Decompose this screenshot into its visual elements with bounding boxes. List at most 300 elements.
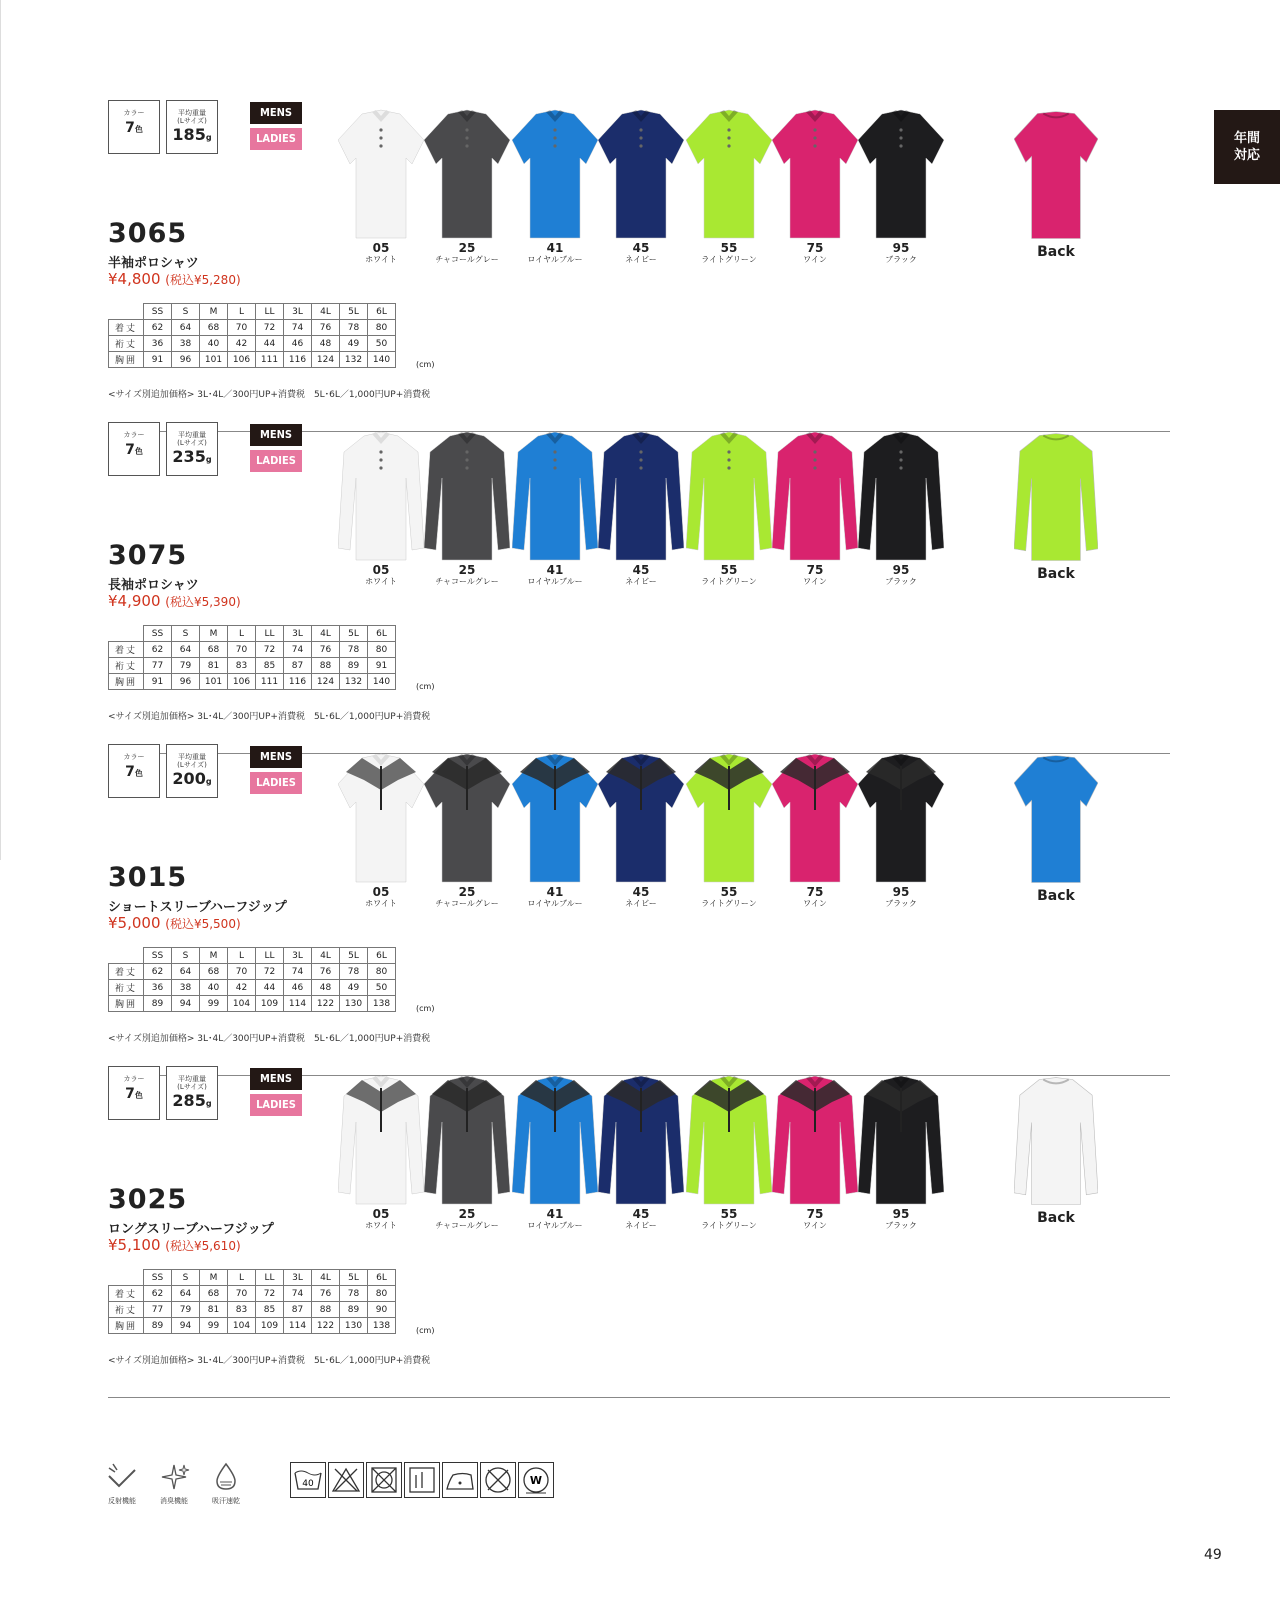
shirt-image-05 [338,106,416,244]
size-cell: 36 [144,980,172,996]
color-code: 41 [546,885,564,899]
back-label: Back [1037,1210,1075,1226]
color-name: ネイビー [625,1221,657,1230]
color-name: ライトグリーン [701,899,757,908]
shirt-image-75 [772,428,850,566]
size-cell: 96 [172,674,200,690]
size-cell: 81 [200,658,228,674]
shirt-image-41 [512,750,590,888]
size-table-corner [109,626,144,642]
size-cell: 76 [312,642,340,658]
size-cell: 109 [256,996,284,1012]
color-count-value: 7色 [125,1086,143,1102]
size-table-corner [109,1270,144,1286]
size-cell: 114 [284,996,312,1012]
ladies-badge: LADIES [250,1094,302,1116]
mens-badge: MENS [250,424,302,446]
size-cell: 101 [200,674,228,690]
color-label-75 [775,1208,855,1230]
color-label-55 [689,242,769,264]
size-header: 4L [312,1270,340,1286]
size-cell: 74 [284,964,312,980]
line-dry-icon [404,1462,440,1498]
back-view-image [1014,750,1098,890]
color-count-label: カラー [123,431,145,439]
size-header: 3L [284,948,312,964]
product-price: ¥4,900 (税込¥5,390) [108,592,241,610]
color-label-25 [427,564,507,586]
size-cell: 74 [284,320,312,336]
color-code: 45 [632,885,650,899]
size-cell: 70 [228,320,256,336]
size-cell: 79 [172,1302,200,1318]
size-cell: 50 [368,980,396,996]
size-cell: 72 [256,320,284,336]
size-cell: 83 [228,658,256,674]
color-name: ブラック [885,255,917,264]
color-count-value: 7色 [125,442,143,458]
size-cell: 124 [312,674,340,690]
size-cell: 78 [340,320,368,336]
size-cell: 38 [172,336,200,352]
size-row-label: 着丈 [109,1286,144,1302]
size-header: SS [144,948,172,964]
size-row-label: 着丈 [109,320,144,336]
color-name: ブラック [885,899,917,908]
color-code: 25 [458,241,476,255]
shirt-image-55 [686,106,764,244]
color-label-41 [515,242,595,264]
size-row [109,1302,396,1318]
color-count-label: カラー [123,753,145,761]
product-code: 3065 [108,218,188,249]
size-cell: 49 [340,980,368,996]
color-code: 55 [720,1207,738,1221]
season-tab-line-2: 対応 [1233,148,1260,163]
shirt-image-45 [598,428,676,566]
size-cell: 140 [368,352,396,368]
color-code: 95 [892,563,910,577]
weight-value: 285g [172,1091,212,1110]
color-label-55 [689,1208,769,1230]
color-code: 41 [546,241,564,255]
weight-label: 平均重量 (Lサイズ) [177,1075,207,1091]
color-name: ホワイト [365,577,397,586]
size-header: L [228,948,256,964]
color-label-41 [515,564,595,586]
color-code: 75 [806,563,824,577]
size-row [109,1286,396,1302]
size-cell: 85 [256,1302,284,1318]
size-cell: 76 [312,1286,340,1302]
color-code: 75 [806,1207,824,1221]
size-header: S [172,948,200,964]
size-cell: 70 [228,642,256,658]
size-header: 5L [340,948,368,964]
size-cell: 72 [256,964,284,980]
size-row-label: 着丈 [109,642,144,658]
size-row [109,1318,396,1334]
ladies-badge: LADIES [250,772,302,794]
ladies-badge: LADIES [250,450,302,472]
size-table [108,1269,396,1334]
color-name: ネイビー [625,577,657,586]
color-code: 41 [546,1207,564,1221]
size-cell: 77 [144,658,172,674]
size-header: SS [144,1270,172,1286]
product-3075 [108,422,1170,754]
shirt-image-75 [772,106,850,244]
unit-cm: (cm) [416,682,435,691]
size-cell: 89 [144,1318,172,1334]
size-price-note: <サイズ別追加価格> 3L･4L／300円UP+消費税 5L･6L／1,000円UP+消費税 [108,390,431,400]
size-table-corner [109,948,144,964]
back-label: Back [1037,888,1075,904]
color-name: ワイン [803,255,827,264]
size-cell: 89 [340,1302,368,1318]
size-header: LL [256,626,284,642]
color-label-25 [427,242,507,264]
size-row [109,320,396,336]
size-cell: 87 [284,658,312,674]
color-code: 95 [892,1207,910,1221]
size-cell: 99 [200,1318,228,1334]
back-label: Back [1037,244,1075,260]
weight-box [166,422,218,476]
size-cell: 77 [144,1302,172,1318]
size-cell: 94 [172,996,200,1012]
size-row [109,336,396,352]
color-label-05 [341,564,421,586]
color-name: ネイビー [625,255,657,264]
size-cell: 104 [228,996,256,1012]
size-header: M [200,1270,228,1286]
shirt-image-41 [512,428,590,566]
size-cell: 64 [172,642,200,658]
product-3025 [108,1066,1170,1398]
color-code: 05 [372,1207,390,1221]
color-label-05 [341,886,421,908]
size-header: LL [256,304,284,320]
season-tab [1214,110,1280,184]
size-header: 6L [368,304,396,320]
size-cell: 132 [340,352,368,368]
wash-40-icon [290,1462,326,1498]
size-cell: 64 [172,320,200,336]
shirt-image-41 [512,1072,590,1210]
size-cell: 101 [200,352,228,368]
size-cell: 91 [144,674,172,690]
size-cell: 109 [256,1318,284,1334]
size-cell: 36 [144,336,172,352]
size-cell: 138 [368,1318,396,1334]
svg-text:W: W [529,1474,543,1487]
size-cell: 78 [340,642,368,658]
size-cell: 48 [312,980,340,996]
color-label-25 [427,886,507,908]
color-count-box [108,422,160,476]
size-cell: 106 [228,352,256,368]
size-cell: 64 [172,964,200,980]
size-cell: 87 [284,1302,312,1318]
size-cell: 62 [144,1286,172,1302]
size-row-label: 胸囲 [109,674,144,690]
size-price-note: <サイズ別追加価格> 3L･4L／300円UP+消費税 5L･6L／1,000円UP+消費税 [108,1034,431,1044]
color-code: 25 [458,1207,476,1221]
size-cell: 80 [368,320,396,336]
color-label-75 [775,564,855,586]
no-tumble-dry-icon [366,1462,402,1498]
size-cell: 80 [368,1286,396,1302]
size-cell: 72 [256,1286,284,1302]
color-name: ワイン [803,1221,827,1230]
color-label-55 [689,886,769,908]
color-name: ワイン [803,577,827,586]
color-code: 55 [720,885,738,899]
size-header: 6L [368,948,396,964]
color-code: 75 [806,885,824,899]
size-header: M [200,626,228,642]
size-cell: 42 [228,980,256,996]
section-divider [108,1397,1170,1398]
weight-label: 平均重量 (Lサイズ) [177,753,207,769]
color-count-label: カラー [123,109,145,117]
product-name: 半袖ポロシャツ [108,256,199,271]
product-name: ショートスリーブハーフジップ [108,900,287,915]
color-count-value: 7色 [125,764,143,780]
size-cell: 44 [256,980,284,996]
color-name: チャコールグレー [435,577,499,586]
color-label-95 [861,886,941,908]
sweat-absorbent-icon [209,1462,243,1492]
color-code: 45 [632,1207,650,1221]
color-label-05 [341,242,421,264]
size-cell: 130 [340,1318,368,1334]
shirt-image-41 [512,106,590,244]
product-name: 長袖ポロシャツ [108,578,199,593]
size-header: M [200,948,228,964]
product-3015 [108,744,1170,1076]
no-bleach-icon [328,1462,364,1498]
weight-value: 235g [172,447,212,466]
size-table-corner [109,304,144,320]
feature-sweat-absorbent [204,1462,248,1506]
size-cell: 99 [200,996,228,1012]
size-price-note: <サイズ別追加価格> 3L･4L／300円UP+消費税 5L･6L／1,000円UP+消費税 [108,712,431,722]
size-cell: 89 [340,658,368,674]
back-label: Back [1037,566,1075,582]
shirt-image-05 [338,428,416,566]
size-cell: 83 [228,1302,256,1318]
color-count-box [108,1066,160,1120]
shirt-image-75 [772,1072,850,1210]
product-price: ¥5,000 (税込¥5,500) [108,914,241,932]
size-table [108,625,396,690]
color-name: ロイヤルブルー [527,577,583,586]
size-cell: 44 [256,336,284,352]
color-name: ワイン [803,899,827,908]
size-row [109,980,396,996]
size-cell: 68 [200,642,228,658]
mens-badge: MENS [250,102,302,124]
color-name: ネイビー [625,899,657,908]
iron-low-icon [442,1462,478,1498]
color-label-75 [775,886,855,908]
weight-label: 平均重量 (Lサイズ) [177,431,207,447]
feature-label: 消臭機能 [160,1497,188,1505]
color-label-95 [861,1208,941,1230]
size-cell: 62 [144,964,172,980]
color-code: 45 [632,563,650,577]
shirt-image-55 [686,1072,764,1210]
product-code: 3015 [108,862,188,893]
color-label-75 [775,242,855,264]
size-cell: 106 [228,674,256,690]
color-label-95 [861,242,941,264]
size-header: S [172,304,200,320]
svg-text:40: 40 [302,1479,314,1489]
color-name: ライトグリーン [701,255,757,264]
color-name: ライトグリーン [701,577,757,586]
size-header: LL [256,948,284,964]
color-count-box [108,744,160,798]
size-cell: 91 [144,352,172,368]
size-header: S [172,626,200,642]
product-price: ¥4,800 (税込¥5,280) [108,270,241,288]
shirt-image-95 [858,106,936,244]
size-row-label: 胸囲 [109,996,144,1012]
size-row-label: 胸囲 [109,352,144,368]
unit-cm: (cm) [416,360,435,369]
size-cell: 49 [340,336,368,352]
size-header: 3L [284,626,312,642]
size-row-label: 着丈 [109,964,144,980]
size-cell: 78 [340,1286,368,1302]
size-cell: 96 [172,352,200,368]
size-header: 4L [312,626,340,642]
size-header: SS [144,304,172,320]
size-cell: 38 [172,980,200,996]
size-cell: 114 [284,1318,312,1334]
size-cell: 80 [368,964,396,980]
size-table [108,947,396,1012]
size-cell: 88 [312,658,340,674]
size-cell: 132 [340,674,368,690]
color-label-05 [341,1208,421,1230]
color-name: ライトグリーン [701,1221,757,1230]
season-tab-line-1: 年間 [1233,131,1260,146]
size-row [109,642,396,658]
size-cell: 68 [200,964,228,980]
shirt-image-45 [598,106,676,244]
size-header: 4L [312,948,340,964]
size-cell: 80 [368,642,396,658]
size-header: 5L [340,1270,368,1286]
color-code: 25 [458,563,476,577]
weight-value: 200g [172,769,212,788]
weight-box [166,744,218,798]
size-header: M [200,304,228,320]
shirt-image-45 [598,750,676,888]
size-cell: 85 [256,658,284,674]
size-cell: 90 [368,1302,396,1318]
feature-reflective [100,1462,144,1506]
size-cell: 68 [200,320,228,336]
shirt-image-05 [338,750,416,888]
size-header: SS [144,626,172,642]
size-row-label: 裄丈 [109,980,144,996]
size-cell: 76 [312,320,340,336]
size-cell: 74 [284,642,312,658]
size-row-label: 胸囲 [109,1318,144,1334]
size-row [109,964,396,980]
color-name: チャコールグレー [435,255,499,264]
shirt-image-25 [424,1072,502,1210]
feature-deodorant [152,1462,196,1506]
no-dry-clean-icon [480,1462,516,1498]
color-label-55 [689,564,769,586]
size-cell: 94 [172,1318,200,1334]
size-cell: 122 [312,996,340,1012]
size-cell: 104 [228,1318,256,1334]
color-code: 25 [458,885,476,899]
shirt-image-25 [424,106,502,244]
color-label-45 [601,1208,681,1230]
size-row [109,996,396,1012]
back-view-image [1014,428,1098,568]
color-name: ロイヤルブルー [527,899,583,908]
shirt-image-55 [686,750,764,888]
weight-box [166,1066,218,1120]
color-name: ロイヤルブルー [527,255,583,264]
size-cell: 116 [284,352,312,368]
wet-clean-icon [518,1462,554,1498]
shirt-image-95 [858,1072,936,1210]
size-header: S [172,1270,200,1286]
size-cell: 40 [200,336,228,352]
reflective-icon [105,1462,139,1492]
size-cell: 111 [256,352,284,368]
size-cell: 124 [312,352,340,368]
color-label-45 [601,564,681,586]
size-cell: 88 [312,1302,340,1318]
color-code: 55 [720,241,738,255]
color-name: ホワイト [365,1221,397,1230]
size-table [108,303,396,368]
left-margin-line [0,0,1,860]
size-cell: 130 [340,996,368,1012]
color-name: ブラック [885,577,917,586]
color-name: ブラック [885,1221,917,1230]
color-code: 75 [806,241,824,255]
size-cell: 91 [368,658,396,674]
size-cell: 74 [284,1286,312,1302]
color-label-45 [601,886,681,908]
size-header: LL [256,1270,284,1286]
color-name: ホワイト [365,899,397,908]
size-row [109,658,396,674]
size-header: 6L [368,626,396,642]
shirt-image-55 [686,428,764,566]
color-name: ホワイト [365,255,397,264]
color-code: 95 [892,241,910,255]
shirt-image-75 [772,750,850,888]
size-header: 5L [340,626,368,642]
back-view-image [1014,1072,1098,1212]
size-cell: 76 [312,964,340,980]
size-cell: 70 [228,964,256,980]
feature-label: 反射機能 [108,1497,136,1505]
